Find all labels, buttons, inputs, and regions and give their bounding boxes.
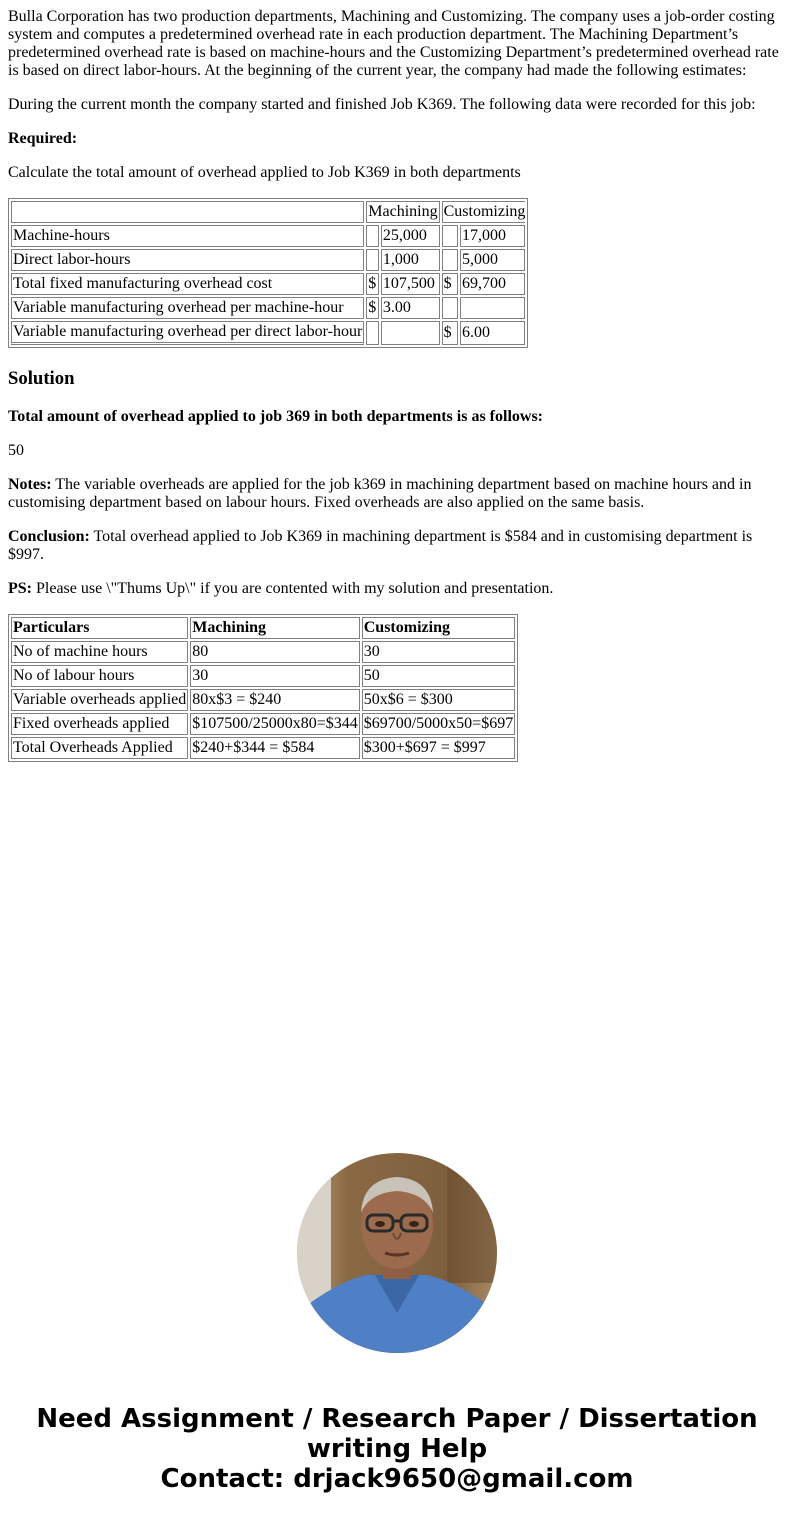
row-label: Machine-hours xyxy=(11,225,364,247)
table-row xyxy=(11,321,525,345)
table-cell: No of machine hours xyxy=(11,641,188,663)
table-cell: $300+$697 = $997 xyxy=(362,737,515,759)
table-row xyxy=(11,249,525,271)
row-label: Variable manufacturing overhead per direct labor-hour xyxy=(11,321,364,345)
solution-number: 50 xyxy=(8,442,24,459)
ps-paragraph xyxy=(8,580,786,598)
machining-symbol: $ xyxy=(366,297,379,319)
promo-contact: Contact: drjack9650@gmail.com xyxy=(160,1464,634,1494)
estimates-header-cell: Machining xyxy=(366,201,439,223)
table-cell: Variable overheads applied xyxy=(11,689,188,711)
table-row xyxy=(11,297,525,319)
table-cell: No of labour hours xyxy=(11,665,188,687)
required-heading xyxy=(8,130,786,148)
customizing-symbol xyxy=(442,225,458,247)
promo-line-1: Need Assignment / Research Paper / Dissertation xyxy=(36,1404,758,1434)
customizing-symbol: $ xyxy=(442,321,458,345)
table-cell: 80x$3 = $240 xyxy=(190,689,359,711)
machining-value: 1,000 xyxy=(381,249,440,271)
table-row xyxy=(11,225,525,247)
ps-text: Please use \"Thums Up\" if you are contented with my solution and presentation. xyxy=(32,580,554,597)
table-cell: $69700/5000x50=$697 xyxy=(362,713,515,735)
solution-summary-text: Total amount of overhead applied to job 369 in both departments is as follows: xyxy=(8,408,544,425)
table-row xyxy=(11,641,515,663)
table-cell: 30 xyxy=(362,641,515,663)
solution-header-cell: Machining xyxy=(190,617,359,639)
solution-header-cell: Particulars xyxy=(11,617,188,639)
estimates-table xyxy=(8,198,528,348)
conclusion-text: Total overhead applied to Job K369 in machining department is $584 and in customising department is $997. xyxy=(8,528,753,563)
machining-value: 25,000 xyxy=(381,225,440,247)
estimates-header-cell xyxy=(11,201,364,223)
solution-table xyxy=(8,614,518,762)
row-label: Total fixed manufacturing overhead cost xyxy=(11,273,364,295)
table-row xyxy=(11,665,515,687)
author-photo xyxy=(297,1153,497,1353)
machining-symbol xyxy=(366,249,379,271)
promo-line-2: writing Help xyxy=(306,1434,488,1464)
table-cell: 50x$6 = $300 xyxy=(362,689,515,711)
promo-banner xyxy=(0,1404,794,1494)
estimates-header-row xyxy=(11,201,525,223)
solution-header-row xyxy=(11,617,515,639)
table-cell: $240+$344 = $584 xyxy=(190,737,359,759)
machining-value: 3.00 xyxy=(381,297,440,319)
table-row xyxy=(11,689,515,711)
customizing-symbol: $ xyxy=(442,273,458,295)
table-cell: Fixed overheads applied xyxy=(11,713,188,735)
table-cell: $107500/25000x80=$344 xyxy=(190,713,359,735)
solution-heading: Solution xyxy=(8,368,75,389)
conclusion-label: Conclusion: xyxy=(8,528,90,545)
solution-header-cell: Customizing xyxy=(362,617,515,639)
table-row xyxy=(11,737,515,759)
table-cell: 80 xyxy=(190,641,359,663)
table-cell: 50 xyxy=(362,665,515,687)
job-data-intro: During the current month the company started and finished Job K369. The following data were recorded for this job: xyxy=(8,96,756,113)
customizing-value: 6.00 xyxy=(460,321,525,345)
solution-summary xyxy=(8,408,786,426)
table-row xyxy=(11,713,515,735)
required-label: Required: xyxy=(8,130,78,147)
table-cell: Total Overheads Applied xyxy=(11,737,188,759)
row-label: Variable manufacturing overhead per machine-hour xyxy=(11,297,364,319)
author-avatar xyxy=(297,1153,497,1353)
row-label: Direct labor-hours xyxy=(11,249,364,271)
customizing-symbol xyxy=(442,297,458,319)
machining-symbol xyxy=(366,225,379,247)
machining-symbol: $ xyxy=(366,273,379,295)
machining-value: 107,500 xyxy=(381,273,440,295)
conclusion-paragraph xyxy=(8,528,786,564)
table-row xyxy=(11,273,525,295)
question-intro: Bulla Corporation has two production departments, Machining and Customizing. The company uses a job-order costing system and computes a predetermined overhead rate in each production department. The Machining Department’s predetermined overhead rate is based on machine-hours and the Customizing Department’s predetermined overhead rate is based on direct labor-hours. At the beginning of the current year, the company had made the following estimates: xyxy=(8,8,779,79)
table-cell: 30 xyxy=(190,665,359,687)
ps-label: PS: xyxy=(8,580,32,597)
machining-value xyxy=(381,321,440,345)
notes-label: Notes: xyxy=(8,476,52,493)
estimates-header-cell: Customizing xyxy=(442,201,526,223)
customizing-symbol xyxy=(442,249,458,271)
customizing-value: 17,000 xyxy=(460,225,525,247)
task-text: Calculate the total amount of overhead applied to Job K369 in both departments xyxy=(8,164,521,181)
notes-text: The variable overheads are applied for the job k369 in machining department based on machine hours and in customising department based on labour hours. Fixed overheads are also applied on the same basis. xyxy=(8,476,752,511)
customizing-value: 5,000 xyxy=(460,249,525,271)
customizing-value: 69,700 xyxy=(460,273,525,295)
customizing-value xyxy=(460,297,525,319)
notes-paragraph xyxy=(8,476,786,512)
machining-symbol xyxy=(366,321,379,345)
